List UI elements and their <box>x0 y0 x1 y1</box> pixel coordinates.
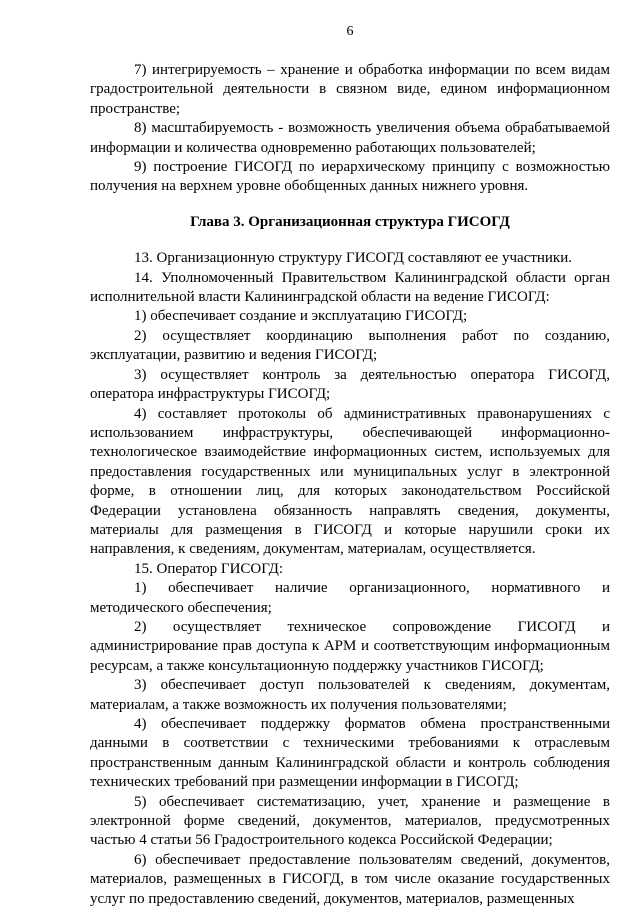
document-body <box>90 61 610 909</box>
section-14-intro: 14. Уполномоченный Правительством Калининградской области орган исполнительной власти Калининградской области на ведение ГИСОГД: <box>90 269 610 306</box>
page-number: 6 <box>346 24 354 39</box>
section-14-item-2: 2) осуществляет координацию выполнения работ по созданию, эксплуатации, развитию и ведения ГИСОГД; <box>90 327 610 364</box>
section-15-item-6: 6) обеспечивает предоставление пользователям сведений, документов, материалов, размещенных в ГИСОГД, в том числе оказание государственных услуг по предоставлению сведений, документов, материалов, размещенных <box>90 851 610 907</box>
section-15-item-2: 2) осуществляет техническое сопровождение ГИСОГД и администрирование прав доступа к АРМ и соответствующим информационным ресурсам, а также консультационную поддержку участников ГИСОГД; <box>90 618 610 674</box>
section-14-item-1: 1) обеспечивает создание и эксплуатацию ГИСОГД; <box>134 308 468 325</box>
document-page <box>90 0 610 905</box>
section-15-item-5: 5) обеспечивает систематизацию, учет, хранение и размещение в электронной форме сведений, документов, материалов, предусмотренных частью 4 статьи 56 Градостроительного кодекса Российской Федерации; <box>90 793 610 849</box>
section-13: 13. Организационную структуру ГИСОГД составляют ее участники. <box>134 250 572 267</box>
principle-7: 7) интегрируемость – хранение и обработка информации по всем видам градостроительной деятельности в связном виде, едином информационном пространстве; <box>90 62 610 117</box>
section-15-item-1: 1) обеспечивает наличие организационного, нормативного и методического обеспечения; <box>90 580 610 616</box>
section-15-intro: 15. Оператор ГИСОГД: <box>134 560 283 577</box>
chapter-title: Глава 3. Организационная структура ГИСОГД <box>190 213 510 230</box>
section-14-item-4: 4) составляет протоколы об административных правонарушениях с использованием инфраструктуры, обеспечивающей информационно-технологическое взаимодействие информационных систем, используемых для предоставления государственных или муниципальных услуг в электронной форме, в отношении лиц, для которых законодательством Российской Федерации установлена обязанность направлять сведения, документы, материалы для размещения в ГИСОГД и которые нарушили сроки их направления, к сведениям, документам, материалам, осуществляется. <box>90 405 610 558</box>
section-14-item-3: 3) осуществляет контроль за деятельностью оператора ГИСОГД, оператора инфраструктуры ГИСОГД; <box>90 366 610 403</box>
section-15-item-4: 4) обеспечивает поддержку форматов обмена пространственными данными в соответствии с техническими требованиями к отраслевым пространственным данным Калининградской области и контроль соблюдения технических требований при размещении информации в ГИСОГД; <box>90 716 610 791</box>
principle-8: 8) масштабируемость - возможность увеличения объема обрабатываемой информации и количества одновременно работающих пользователей; <box>90 120 610 156</box>
principle-9: 9) построение ГИСОГД по иерархическому принципу с возможностью получения на верхнем уровне обобщенных данных нижнего уровня. <box>90 159 610 195</box>
section-15-item-3: 3) обеспечивает доступ пользователей к сведениям, документам, материалам, а также возможность их получения пользователями; <box>90 677 610 713</box>
